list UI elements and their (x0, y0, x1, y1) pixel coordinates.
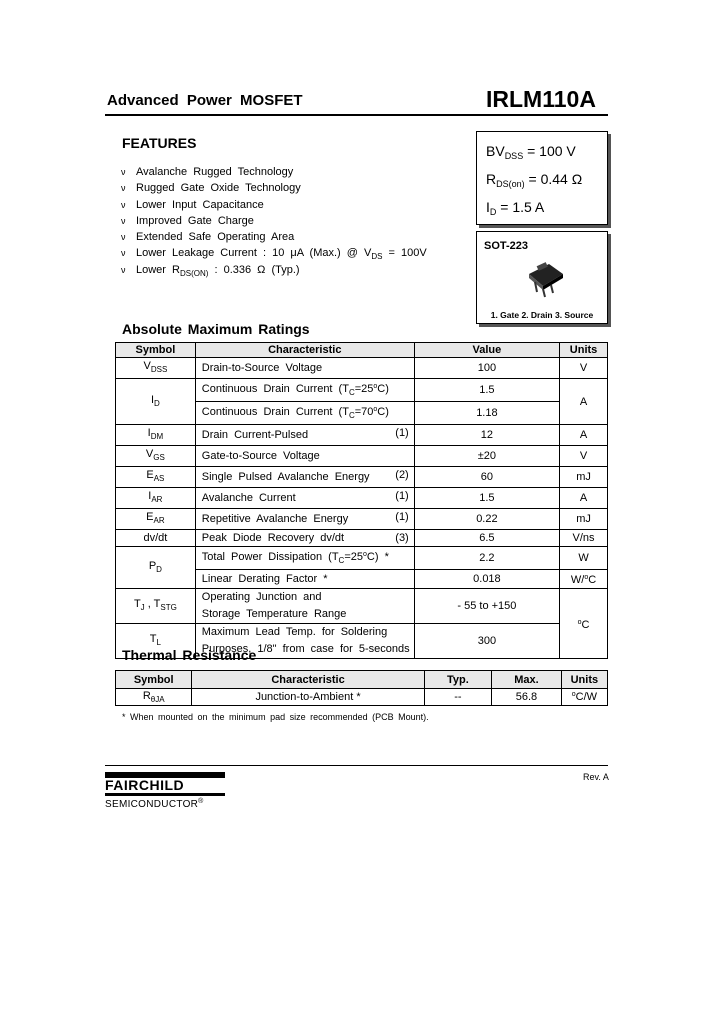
table-row: $V_{GS}$ Gate-to-Source Voltage ±20 V (116, 446, 608, 467)
package-name: SOT-223 (484, 240, 529, 252)
table-row: $I_{AR}$ Avalanche Current (1) 1.5 A (116, 488, 608, 509)
feature-item-rdson: ν Lower $R_{DS(ON)}$ : 0.336 Ω (Typ.) (121, 263, 300, 278)
bullet-icon: ν (121, 199, 126, 210)
package-box (476, 231, 608, 324)
pinout-label: 1. Gate 2. Drain 3. Source (490, 310, 594, 320)
bullet-icon: ν (121, 167, 126, 177)
table-row: Continuous Drain Current $(T_C=70^oC)$ 1.18 (116, 402, 608, 425)
table-header-row: Symbol Characteristic Typ. Max. Units (116, 671, 608, 689)
table-header-row: Symbol Characteristic Value Units (116, 343, 608, 358)
sot223-package-icon (523, 260, 567, 300)
footer-rule (105, 765, 608, 766)
document-title: Advanced Power MOSFET (107, 92, 303, 109)
spec-bvdss: $BV_{DSS} = 100$ V (486, 143, 576, 161)
table-row: $P_D$ Total Power Dissipation $(T_C=25^oC)$ * 2.2 W (116, 547, 608, 570)
table-row: $T_L$ Maximum Lead Temp. for Soldering Purposes, 1/8" from case for 5-seconds 300 (116, 624, 608, 659)
table-row: $I_{DM}$ Drain Current-Pulsed (1) 12 A (116, 425, 608, 446)
bullet-icon: ν (121, 232, 126, 243)
table-row: $I_D$ Continuous Drain Current $(T_C=25^oC)$ 1.5 A (116, 379, 608, 402)
feature-item-leakage: ν Lower Leakage Current : 10 μA (Max.) @ $V_{DS} = 100V$ (121, 247, 427, 262)
table-row: dv/dt Peak Diode Recovery dv/dt (3) 6.5 V/ns (116, 530, 608, 547)
table-row: $V_{DSS}$ Drain-to-Source Voltage 100 V (116, 358, 608, 379)
feature-item: ν Improved Gate Charge (121, 214, 254, 227)
feature-item: ν Rugged Gate Oxide Technology (121, 182, 301, 195)
table-row: $E_{AR}$ Repetitive Avalanche Energy (1) 0.22 mJ (116, 509, 608, 530)
bullet-icon: ν (121, 264, 126, 275)
abs-max-ratings-title: Absolute Maximum Ratings (122, 321, 310, 337)
bullet-icon: ν (121, 248, 126, 259)
table-row: $E_{AS}$ Single Pulsed Avalanche Energy (2) 60 mJ (116, 467, 608, 488)
abs-max-ratings-table (115, 342, 608, 659)
header-rule (105, 114, 608, 116)
thermal-footnote: * When mounted on the minimum pad size recommended (PCB Mount). (122, 712, 429, 722)
features-title: FEATURES (122, 135, 197, 151)
table-row: Linear Derating Factor * 0.018 W/$^o$C (116, 570, 608, 589)
table-row: $R_{\theta JA}$ Junction-to-Ambient * -- 56.8 $^o$C/W (116, 689, 608, 706)
feature-item: ν Extended Safe Operating Area (121, 231, 295, 244)
features-list (121, 164, 427, 278)
thermal-resistance-title: Thermal Resistance (122, 647, 257, 663)
feature-item: ν Lower Input Capacitance (121, 198, 264, 211)
part-number: IRLM110A (486, 86, 596, 112)
bullet-icon: ν (121, 183, 126, 194)
bullet-icon: ν (121, 215, 126, 226)
thermal-resistance-table (115, 670, 608, 706)
table-row: $T_J$ , $T_{STG}$ Operating Junction and Storage Temperature Range - 55 to +150 $^o$C (116, 589, 608, 624)
revision-label: Rev. A (583, 772, 609, 782)
feature-item: ν Avalanche Rugged Technology (121, 166, 294, 178)
spec-id: $I_D = 1.5$ A (486, 199, 545, 217)
spec-rdson: $R_{DS(on)} = 0.44$ Ω (486, 171, 583, 189)
key-specs-box (476, 131, 608, 225)
